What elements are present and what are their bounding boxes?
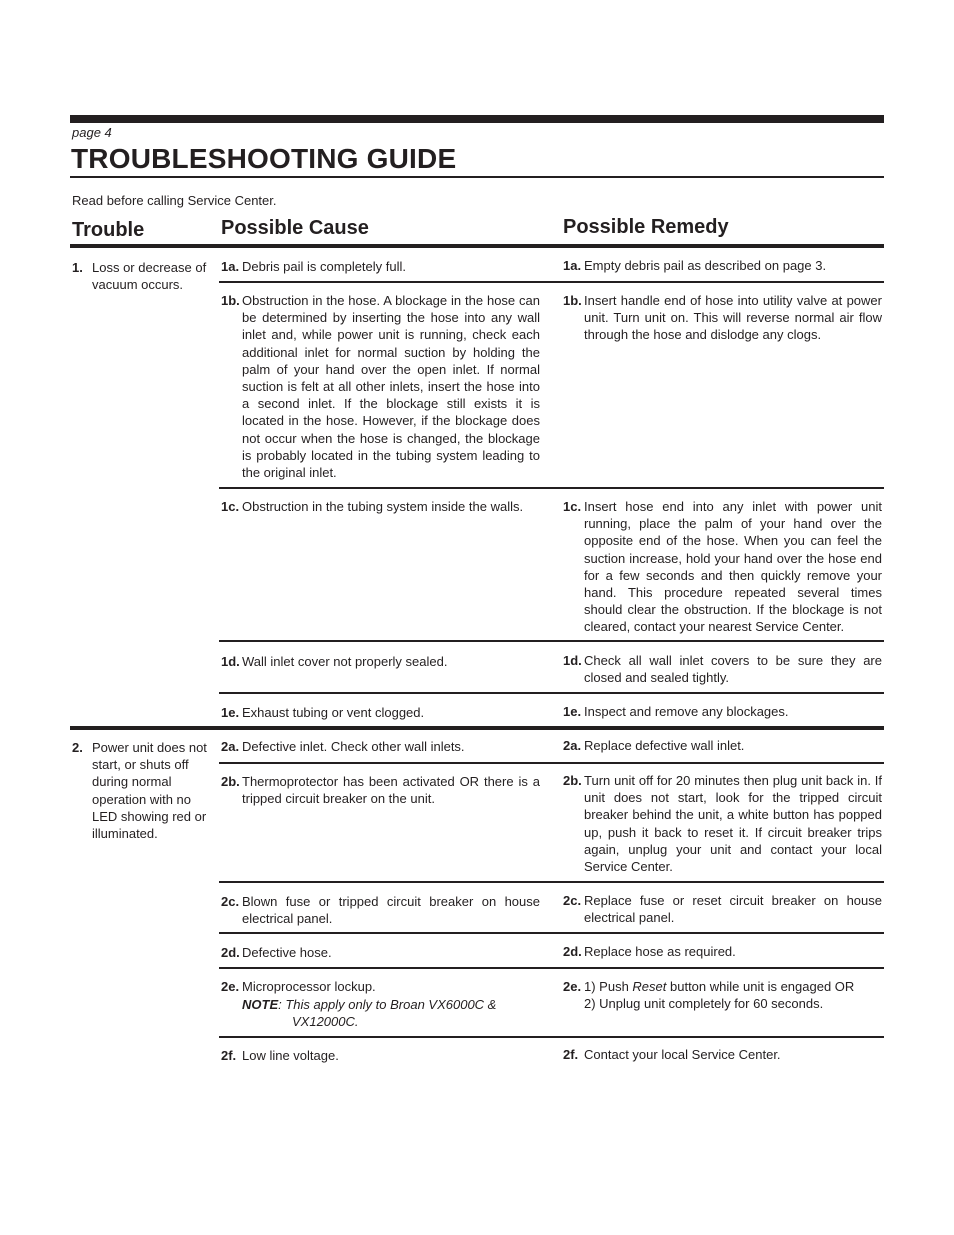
intro-text: Read before calling Service Center.: [72, 193, 277, 208]
trouble-text: Power unit does not start, or shuts off during normal operation with no LED showing red or illuminated.: [92, 740, 207, 842]
remedy-code: 2f.: [563, 1047, 579, 1062]
remedy-code: 1a.: [563, 258, 582, 273]
cause-text: Defective inlet. Check other wall inlets.: [242, 739, 465, 754]
remedy-reset-word: Reset: [632, 979, 667, 994]
row-divider: [219, 967, 884, 969]
trouble-number: 1.: [72, 260, 83, 275]
remedy-code: 1e.: [563, 704, 582, 719]
column-header-remedy: Possible Remedy: [563, 216, 729, 238]
remedy-text: Replace fuse or reset circuit breaker on house electrical panel.: [584, 893, 882, 926]
cause-code: 1a.: [221, 259, 240, 274]
cause-text: Obstruction in the tubing system inside the walls.: [242, 499, 524, 514]
remedy-text: Replace hose as required.: [584, 944, 736, 959]
cause-text: Blown fuse or tripped circuit breaker on house electrical panel.: [242, 894, 540, 927]
remedy-code: 2e.: [563, 979, 582, 994]
cause-code: 2e.: [221, 979, 240, 994]
cause-text: Wall inlet cover not properly sealed.: [242, 654, 448, 669]
cause-text: Thermoprotector has been activated OR there is a tripped circuit breaker on the unit.: [242, 774, 540, 807]
cause-text: Defective hose.: [242, 945, 332, 960]
top-bar: [70, 115, 884, 123]
section-rule: [70, 726, 884, 730]
trouble-text: Loss or decrease of vacuum occurs.: [92, 260, 207, 293]
remedy-code: 1d.: [563, 653, 582, 668]
remedy-text: Inspect and remove any blockages.: [584, 704, 789, 719]
remedy-text: Turn unit off for 20 minutes then plug unit back in. If unit does not start, look for the tripped circuit breaker behind the unit, a white button has popped up, push it back to reset it. If circuit breaker trips again, unplug your unit and contact your local Service Center.: [584, 773, 882, 875]
cause-text: Low line voltage.: [242, 1048, 339, 1063]
remedy-text: [584, 978, 882, 1012]
page-title: TROUBLESHOOTING GUIDE: [71, 143, 457, 174]
cause-code: 1e.: [221, 705, 240, 720]
cause-text: Exhaust tubing or vent clogged.: [242, 705, 425, 720]
row-divider: [219, 692, 884, 694]
column-header-trouble: Trouble: [72, 219, 145, 241]
cause-code: 2f.: [221, 1048, 237, 1063]
remedy-text-line2: 2) Unplug unit completely for 60 seconds.: [584, 996, 824, 1012]
row-divider: [219, 932, 884, 934]
cause-note: [242, 996, 540, 1030]
remedy-text: Replace defective wall inlet.: [584, 738, 745, 753]
row-divider: [219, 881, 884, 883]
title-rule: [70, 176, 884, 178]
row-divider: [219, 762, 884, 764]
remedy-text: Insert hose end into any inlet with power unit running, place the palm of your hand over the opposite end of the hose. When you can feel the suction increase, hold your hand over the hose end for a few seconds and then quickly remove your hand. This procedure repeated several times should clear the obstruction. If the blockage is not cleared, contact your nearest Service Center.: [584, 499, 882, 635]
cause-code: 1b.: [221, 293, 240, 308]
remedy-text: Check all wall inlet covers to be sure they are closed and sealed tightly.: [584, 653, 882, 686]
remedy-text: Contact your local Service Center.: [584, 1047, 781, 1062]
cause-text: Obstruction in the hose. A blockage in the hose can be determined by inserting the hose into any wall inlet and, while power unit is running, check each additional inlet for normal suction by holding the palm of your hand over the open inlet. If normal suction is felt at all other inlets, insert the hose into a second inlet. If the blockage still exists it is located in the hose. However, if the blockage does not occur when the hose is changed, the blockage is probably located in the tubing system leading to the original inlet.: [242, 293, 540, 481]
note-text-line2: VX12000C.: [292, 1013, 359, 1029]
row-divider: [219, 487, 884, 489]
cause-code: 1d.: [221, 654, 240, 669]
remedy-code: 2b.: [563, 773, 582, 788]
cause-code: 2b.: [221, 774, 240, 789]
column-header-cause: Possible Cause: [221, 217, 369, 239]
row-divider: [219, 281, 884, 283]
remedy-text-part: 1) Push: [584, 979, 633, 994]
remedy-code: 1b.: [563, 293, 582, 308]
header-rule: [70, 244, 884, 248]
remedy-text: Empty debris pail as described on page 3.: [584, 258, 827, 273]
remedy-code: 2c.: [563, 893, 582, 908]
note-text: : This apply only to Broan VX6000C &: [278, 996, 497, 1012]
cause-code: 2d.: [221, 945, 240, 960]
row-divider: [219, 1036, 884, 1038]
trouble-number: 2.: [72, 740, 83, 755]
cause-text: Debris pail is completely full.: [242, 259, 407, 274]
remedy-code: 2a.: [563, 738, 582, 753]
remedy-text: Insert handle end of hose into utility valve at power unit. Turn unit on. This will reverse normal air flow through the hose and dislodge any clogs.: [584, 293, 882, 343]
note-label: NOTE: [242, 996, 279, 1012]
remedy-text-part: button while unit is engaged OR: [666, 979, 855, 994]
cause-code: 2c.: [221, 894, 240, 909]
cause-code: 2a.: [221, 739, 240, 754]
page-label: page 4: [72, 125, 112, 140]
remedy-code: 2d.: [563, 944, 582, 959]
cause-code: 1c.: [221, 499, 240, 514]
remedy-code: 1c.: [563, 499, 582, 514]
row-divider: [219, 640, 884, 642]
cause-text: Microprocessor lockup.: [242, 979, 376, 994]
